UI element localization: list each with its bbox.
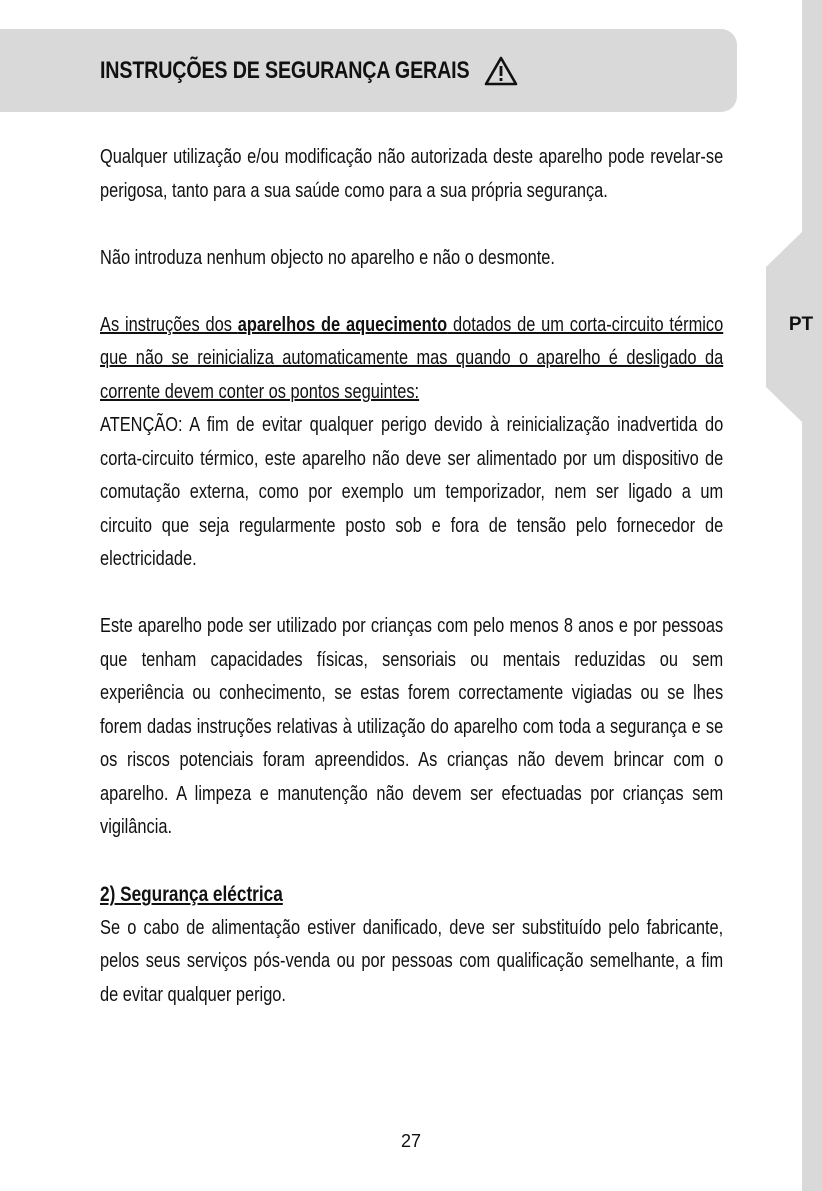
page-number: 27 bbox=[400, 1131, 422, 1151]
heating-prefix: As instruções dos bbox=[100, 313, 238, 336]
paragraph-power-cable: Se o cabo de alimentação estiver danificado, deve ser substituído pelo fabricante, pelos seus serviços pós-venda ou por pessoas com qualificação semelhante, a fim de evitar qualquer perigo. bbox=[100, 916, 724, 1006]
paragraph-attention: ATENÇÃO: A fim de evitar qualquer perigo devido à reinicialização inadvertida do corta-circuito térmico, este aparelho não deve ser alimentado por um dispositivo de comutação externa, como por exemplo um temporizador, nem ser ligado a um circuito que seja regularmente posto sob e fora de tensão pelo fornecedor de electricidade. bbox=[100, 414, 724, 570]
paragraph-unauthorized-use: Qualquer utilização e/ou modificação não autorizada deste aparelho pode revelar-se perigosa, tanto para a sua saúde como para a sua própria segurança. bbox=[100, 146, 724, 202]
paragraph-heating-appliances bbox=[100, 309, 723, 410]
paragraph-no-objects: Não introduza nenhum objecto no aparelho e não o desmonte. bbox=[100, 246, 555, 269]
heating-suffix: dotados de um corta-circuito térmico que não se reinicializa automaticamente mas quando o aparelho é desligado da corrente devem conter os pontos seguintes: bbox=[100, 313, 724, 403]
warning-triangle-icon bbox=[484, 55, 518, 87]
document-body bbox=[100, 141, 723, 1012]
electrical-safety-heading: 2) Segurança eléctrica bbox=[100, 883, 283, 906]
heating-bold-term: aparelhos de aquecimento bbox=[237, 313, 448, 336]
section-title: INSTRUÇÕES DE SEGURANÇA GERAIS bbox=[100, 57, 470, 84]
language-tab-label: PT bbox=[788, 314, 814, 335]
right-margin-strip bbox=[802, 0, 822, 1191]
paragraph-children: Este aparelho pode ser utilizado por crianças com pelo menos 8 anos e por pessoas que tenham capacidades físicas, sensoriais ou mentais reduzidas ou sem experiência ou conhecimento, se estas forem correctamente vigiadas ou se lhes forem dadas instruções relativas à utilização do aparelho com toda a segurança e se os riscos potenciais foram apreendidos. As crianças não devem brincar com o aparelho. A limpeza e manutenção não devem ser efectuadas por crianças sem vigilância. bbox=[100, 615, 724, 838]
